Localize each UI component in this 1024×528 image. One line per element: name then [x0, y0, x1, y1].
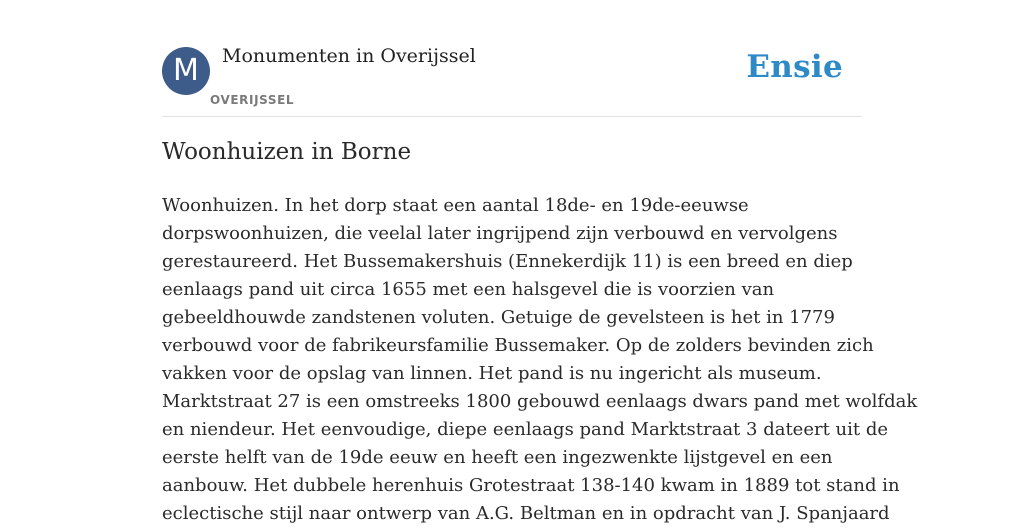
publication-header [162, 0, 862, 117]
body-line: eenlaags pand uit circa 1655 met een halsgevel die is voorzien van [162, 279, 775, 300]
body-line: eclectische stijl naar ontwerp van A.G. Beltman en in opdracht van J. Spanjaard [162, 503, 890, 524]
brand-logo[interactable]: Ensie [746, 49, 843, 85]
body-line: eerste helft van de 19de eeuw en heeft een ingezwenkte lijstgevel en een [162, 447, 833, 468]
body-line: gebeeldhouwde zandstenen voluten. Getuige de gevelsteen is het in 1779 [162, 307, 835, 328]
body-line: aanbouw. Het dubbele herenhuis Grotestraat 138-140 kwam in 1889 tot stand in [162, 475, 900, 496]
body-line: verbouwd voor de fabrikeursfamilie Bussemaker. Op de zolders bevinden zich [162, 335, 874, 356]
body-line: Marktstraat 27 is een omstreeks 1800 gebouwd eenlaags dwars pand met wolfdak [162, 391, 918, 412]
avatar[interactable]: M [162, 47, 210, 95]
category-label[interactable]: OVERIJSSEL [210, 93, 295, 107]
body-line: gerestaureerd. Het Bussemakershuis (Ennekerdijk 11) is een breed en diep [162, 251, 853, 272]
article-page [162, 0, 918, 524]
body-line: en niendeur. Het eenvoudige, diepe eenlaags pand Marktstraat 3 dateert uit de [162, 419, 889, 440]
article-body [162, 192, 918, 528]
body-line: vakken voor de opslag van linnen. Het pand is nu ingericht als museum. [162, 363, 822, 384]
publication-name[interactable]: Monumenten in Overijssel [222, 45, 476, 67]
body-line: Woonhuizen. In het dorp staat een aantal 18de- en 19de-eeuwse [162, 195, 749, 216]
article-title: Woonhuizen in Borne [162, 139, 412, 165]
body-line: dorpswoonhuizen, die veelal later ingrijpend zijn verbouwd en vervolgens [162, 223, 838, 244]
